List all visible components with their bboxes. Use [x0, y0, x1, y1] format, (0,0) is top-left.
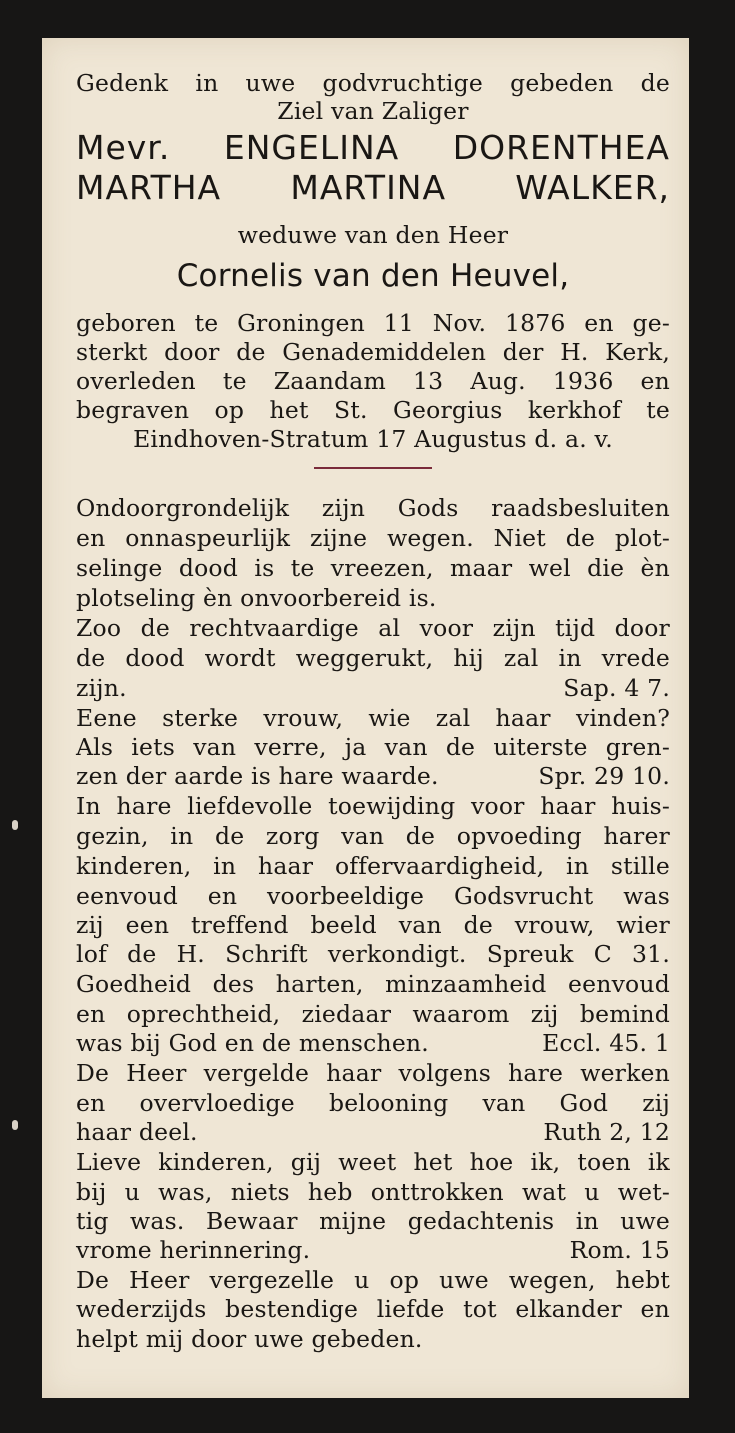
text-line: Lieve kinderen, gij weet het hoe ik, toen ik — [76, 1148, 670, 1176]
text-line-with-reference — [76, 673, 670, 703]
divider-rule — [314, 467, 432, 469]
bio-line: overleden te Zaandam 13 Aug. 1936 en — [76, 367, 670, 395]
text-line: plotseling èn onvoorbereid is. — [76, 584, 437, 612]
header-line-2: Ziel van Zaliger — [277, 97, 469, 125]
text-line: bij u was, niets heb onttrokken wat u wet- — [76, 1178, 670, 1206]
text-line: en onnaspeurlijk zijne wegen. Niet de plot- — [76, 524, 670, 552]
text-line: De Heer vergelde haar volgens hare werken — [76, 1059, 670, 1087]
border-speck — [12, 820, 18, 830]
bio-line: geboren te Groningen 11 Nov. 1876 en ge- — [76, 309, 670, 337]
text-line: wederzijds bestendige liefde tot elkander en — [76, 1295, 670, 1323]
bio-line: begraven op het St. Georgius kerkhof te — [76, 396, 670, 424]
bio-line: sterkt door de Genademiddelen der H. Kerk, — [76, 338, 670, 366]
text-fragment: haar deel. — [76, 1118, 198, 1146]
scripture-reference: Eccl. 45. 1 — [542, 1029, 670, 1057]
header-line-1: Gedenk in uwe godvruchtige gebeden de — [76, 69, 670, 97]
text-line: kinderen, in haar offervaardigheid, in stille — [76, 852, 670, 880]
text-line: Als iets van verre, ja van de uiterste gren- — [76, 733, 670, 761]
text-line: selinge dood is te vreezen, maar wel die èn — [76, 554, 670, 582]
text-fragment: zijn. — [76, 674, 127, 702]
text-line: Zoo de rechtvaardige al voor zijn tijd door — [76, 614, 670, 642]
border-speck — [12, 1120, 18, 1130]
text-line: Eene sterke vrouw, wie zal haar vinden? — [76, 704, 670, 732]
scripture-reference: Rom. 15 — [569, 1236, 670, 1264]
text-line: In hare liefdevolle toewijding voor haar huis- — [76, 792, 670, 820]
deceased-name-line-1: Mevr. ENGELINA DORENTHEA — [76, 128, 670, 167]
text-line-with-reference — [76, 1117, 670, 1147]
memorial-card — [42, 38, 689, 1398]
text-line: gezin, in de zorg van de opvoeding harer — [76, 822, 670, 850]
text-fragment: vrome herinnering. — [76, 1236, 311, 1264]
widow-of-line: weduwe van den Heer — [237, 221, 509, 249]
scripture-reference: Sap. 4 7. — [563, 674, 670, 702]
deceased-name-line-2: MARTHA MARTINA WALKER, — [76, 168, 670, 207]
text-line: en overvloedige belooning van God zij — [76, 1089, 670, 1117]
text-line: Ondoorgrondelijk zijn Gods raadsbesluiten — [76, 494, 670, 522]
text-line: helpt mij door uwe gebeden. — [76, 1325, 423, 1353]
text-fragment: zen der aarde is hare waarde. — [76, 762, 439, 790]
text-line: de dood wordt weggerukt, hij zal in vrede — [76, 644, 670, 672]
text-line: Goedheid des harten, minzaamheid eenvoud — [76, 970, 670, 998]
text-line: en oprechtheid, ziedaar waarom zij bemind — [76, 1000, 670, 1028]
scripture-reference: Ruth 2, 12 — [543, 1118, 670, 1146]
text-line: eenvoud en voorbeeldige Godsvrucht was — [76, 882, 670, 910]
text-fragment: was bij God en de menschen. — [76, 1029, 429, 1057]
text-line: De Heer vergezelle u op uwe wegen, hebt — [76, 1266, 670, 1294]
text-line: zij een treffend beeld van de vrouw, wier — [76, 911, 670, 939]
text-line-with-reference — [76, 1235, 670, 1265]
bio-line: Eindhoven-Stratum 17 Augustus d. a. v. — [133, 425, 613, 453]
text-line: lof de H. Schrift verkondigt. Spreuk C 31. — [76, 940, 670, 968]
text-line: tig was. Bewaar mijne gedachtenis in uwe — [76, 1207, 670, 1235]
husband-name: Cornelis van den Heuvel, — [176, 258, 570, 294]
text-line-with-reference — [76, 1028, 670, 1058]
scripture-reference: Spr. 29 10. — [538, 762, 670, 790]
text-line-with-reference — [76, 761, 670, 791]
